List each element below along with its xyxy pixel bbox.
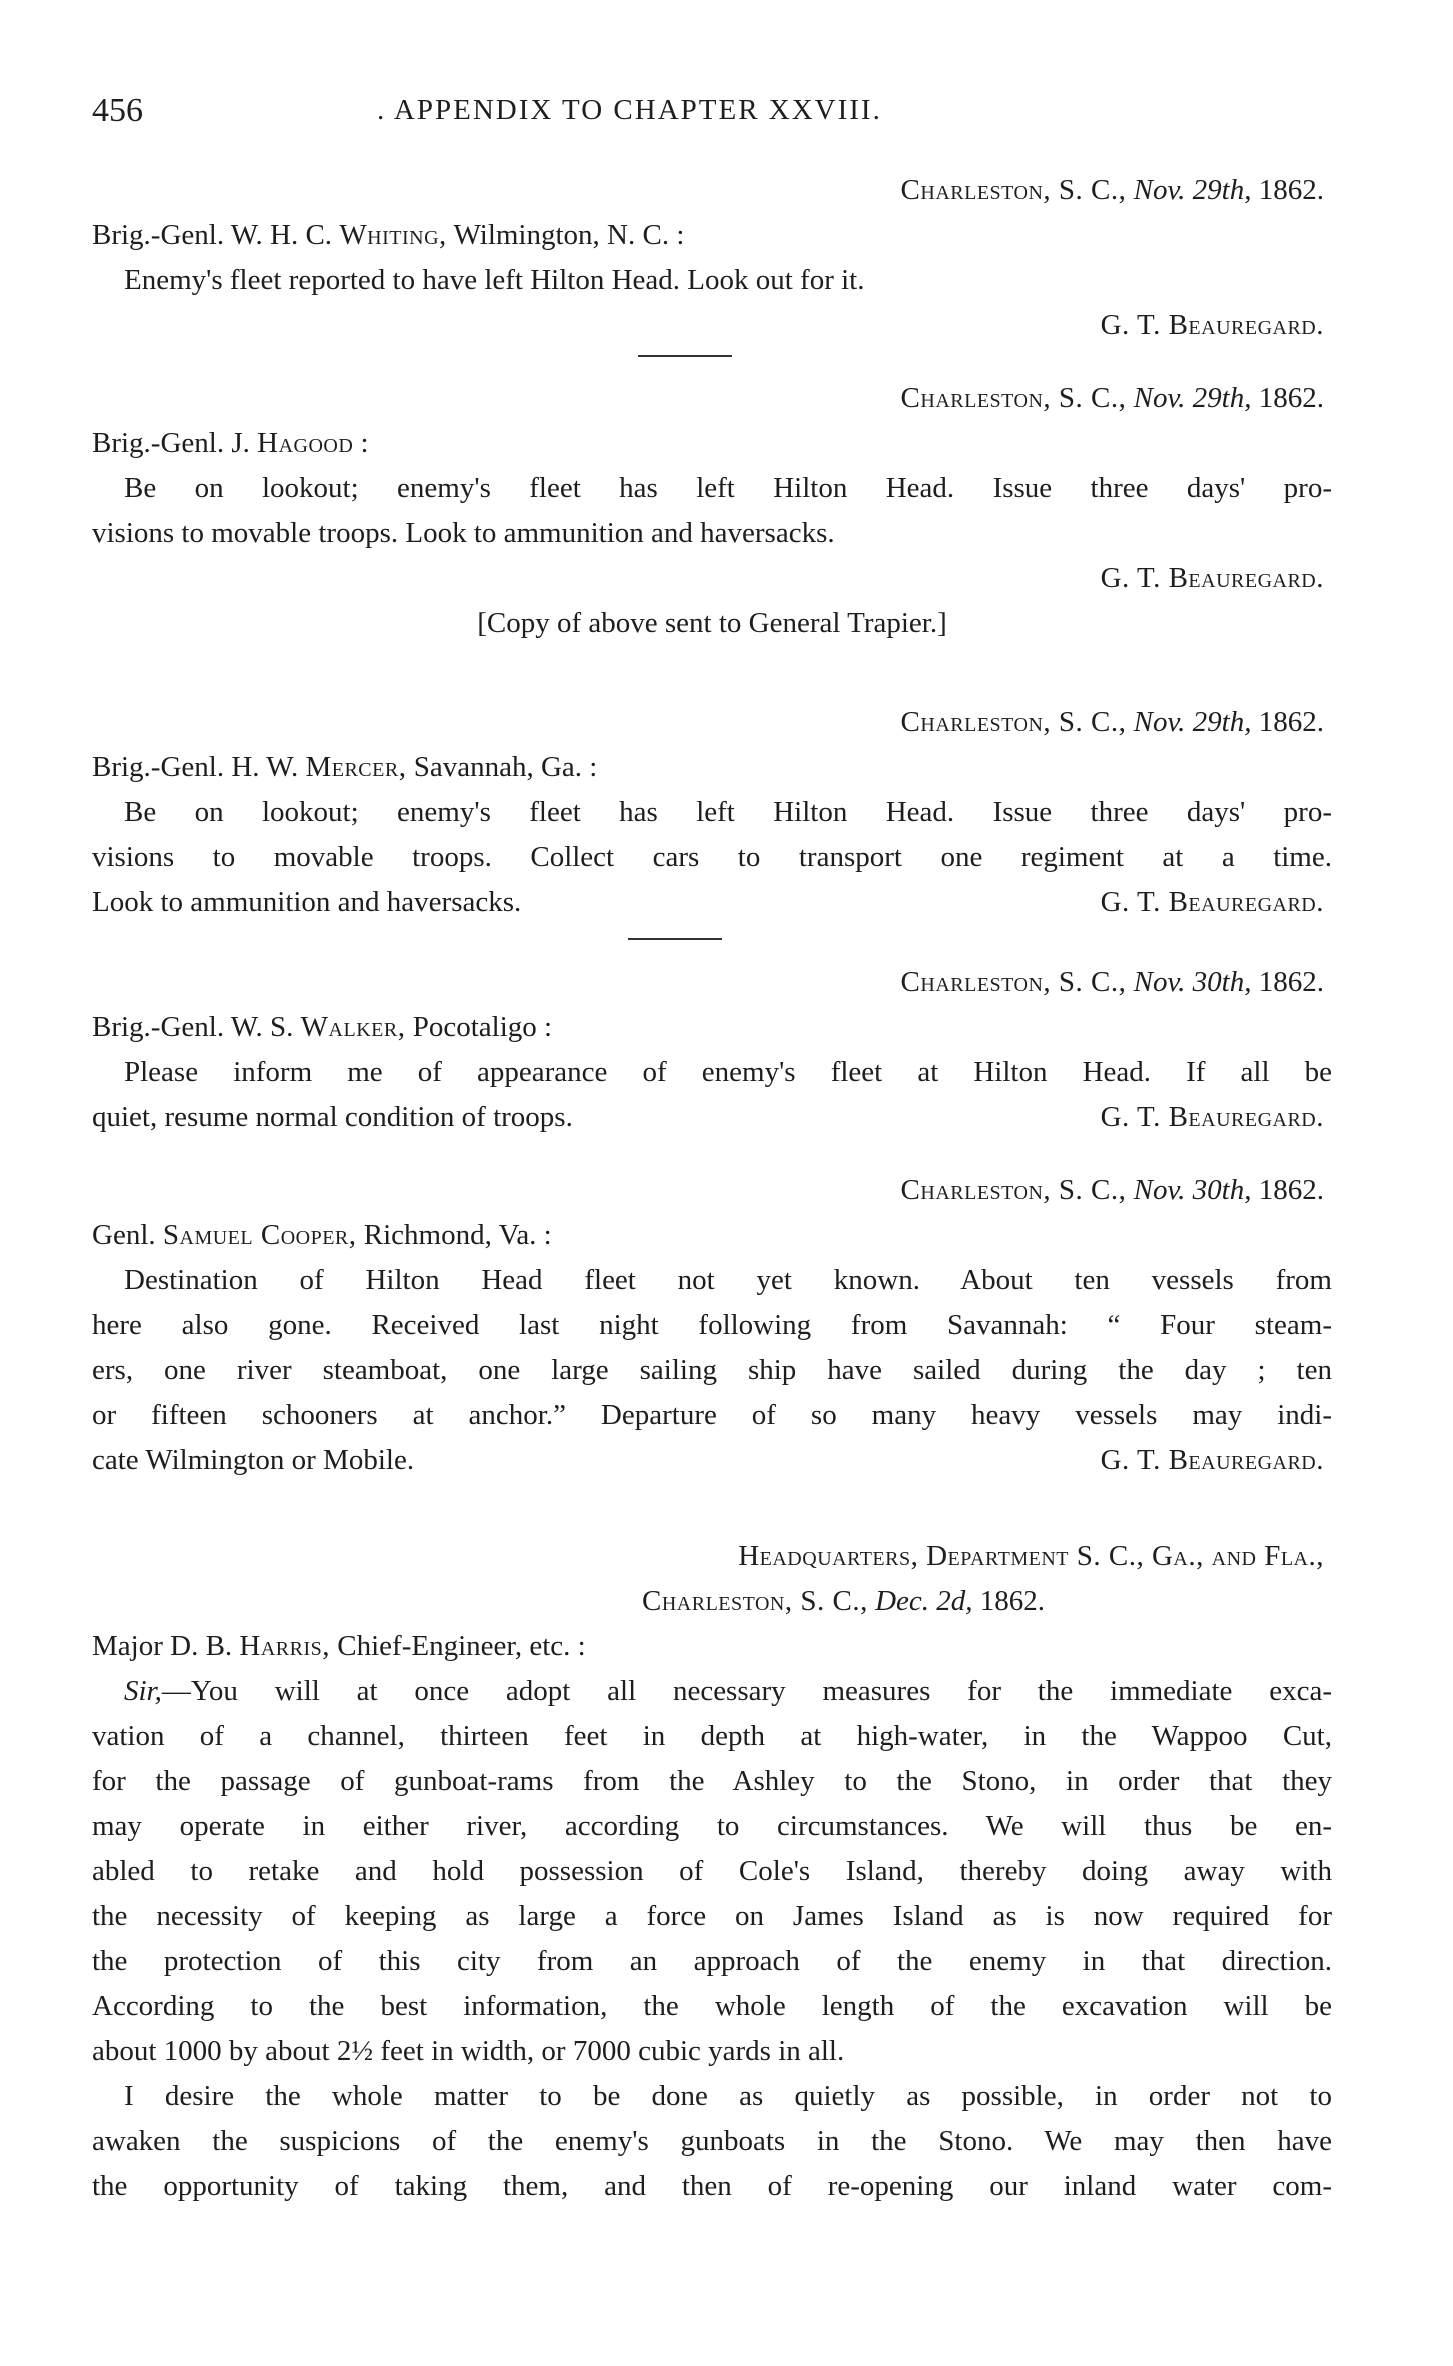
dispatch-walker (92, 960, 1332, 1140)
signature: G. T. Beauregard. (1100, 1444, 1324, 1476)
signature: G. T. Beauregard. (1100, 886, 1324, 918)
dispatch-mercer (92, 700, 1332, 925)
section-rule (628, 938, 722, 940)
message-line: Please inform me of appearance of enemy's fleet at Hilton Head. If all be (124, 1056, 1332, 1088)
addressee: Genl. Samuel Cooper, Richmond, Va. : (92, 1219, 552, 1251)
dateline: Charleston, S. C., Nov. 30th, 1862. (900, 966, 1324, 998)
letter-dateline: Charleston, S. C., Dec. 2d, 1862. (642, 1585, 1046, 1617)
dispatch-hagood (92, 376, 1332, 646)
addressee: Brig.-Genl. W. S. Walker, Pocotaligo : (92, 1011, 553, 1043)
paragraph-line: the protection of this city from an approach of the enemy in that direction. (92, 1945, 1332, 1977)
message-line: or fifteen schooners at anchor.” Departure of so many heavy vessels may indi- (92, 1399, 1332, 1431)
paragraph-line: abled to retake and hold possession of Cole's Island, thereby doing away with (92, 1855, 1332, 1887)
paragraph-line: awaken the suspicions of the enemy's gunboats in the Stono. We may then have (92, 2125, 1332, 2157)
paragraph-line: I desire the whole matter to be done as quietly as possible, in order not to (124, 2080, 1332, 2112)
message-line-with-signature: cate Wilmington or Mobile. G. T. Beauregard. (92, 1438, 1332, 1483)
signature: G. T. Beauregard. (1100, 309, 1324, 341)
paragraph-line: Sir,—You will at once adopt all necessary measures for the immediate exca- (124, 1675, 1332, 1707)
paragraph-line: According to the best information, the whole length of the excavation will be (92, 1990, 1332, 2022)
dateline: Charleston, S. C., Nov. 30th, 1862. (900, 1174, 1324, 1206)
message-line: ers, one river steamboat, one large sailing ship have sailed during the day ; ten (92, 1354, 1332, 1386)
message-line-with-signature: quiet, resume normal condition of troops. G. T. Beauregard. (92, 1095, 1332, 1140)
dateline: Charleston, S. C., Nov. 29th, 1862. (900, 706, 1324, 738)
section-rule (638, 355, 732, 357)
dispatch-whiting (92, 168, 1332, 348)
running-title: . APPENDIX TO CHAPTER XXVIII. (377, 94, 882, 126)
paragraph-line: the opportunity of taking them, and then of re-opening our inland water com- (92, 2170, 1332, 2202)
message-line: here also gone. Received last night following from Savannah: “ Four steam- (92, 1309, 1332, 1341)
paragraph-line: vation of a channel, thirteen feet in depth at high-water, in the Wappoo Cut, (92, 1720, 1332, 1752)
message-line: Be on lookout; enemy's fleet has left Hilton Head. Issue three days' pro- (124, 472, 1332, 504)
message-line-with-signature: Look to ammunition and haversacks. G. T. Beauregard. (92, 880, 1332, 925)
addressee: Brig.-Genl. W. H. C. Whiting, Wilmington, N. C. : (92, 219, 685, 251)
message-line: visions to movable troops. Look to ammunition and haversacks. (92, 517, 835, 549)
dateline: Charleston, S. C., Nov. 29th, 1862. (900, 174, 1324, 206)
editorial-note: [Copy of above sent to General Trapier.] (477, 607, 947, 639)
dispatch-cooper (92, 1168, 1332, 1483)
signature: G. T. Beauregard. (1100, 1101, 1324, 1133)
letter-heading: Headquarters, Department S. C., Ga., and Fla., (738, 1540, 1324, 1572)
page-header (92, 92, 1332, 132)
addressee: Brig.-Genl. J. Hagood : (92, 427, 369, 459)
message-line: Enemy's fleet reported to have left Hilton Head. Look out for it. (124, 264, 865, 296)
salutation: Sir, (124, 1675, 162, 1707)
dateline: Charleston, S. C., Nov. 29th, 1862. (900, 382, 1324, 414)
paragraph-line: about 1000 by about 2½ feet in width, or 7000 cubic yards in all. (92, 2035, 845, 2067)
page-number: 456 (92, 92, 143, 129)
letter-harris (92, 1534, 1332, 2209)
paragraph-line: for the passage of gunboat-rams from the Ashley to the Stono, in order that they (92, 1765, 1332, 1797)
addressee: Brig.-Genl. H. W. Mercer, Savannah, Ga. : (92, 751, 598, 783)
addressee: Major D. B. Harris, Chief-Engineer, etc. : (92, 1630, 586, 1662)
signature: G. T. Beauregard. (1100, 562, 1324, 594)
message-line: Destination of Hilton Head fleet not yet known. About ten vessels from (124, 1264, 1332, 1296)
message-line: visions to movable troops. Collect cars to transport one regiment at a time. (92, 841, 1332, 873)
paragraph-line: may operate in either river, according to circumstances. We will thus be en- (92, 1810, 1332, 1842)
paragraph-line: the necessity of keeping as large a force on James Island as is now required for (92, 1900, 1332, 1932)
message-line: Be on lookout; enemy's fleet has left Hilton Head. Issue three days' pro- (124, 796, 1332, 828)
